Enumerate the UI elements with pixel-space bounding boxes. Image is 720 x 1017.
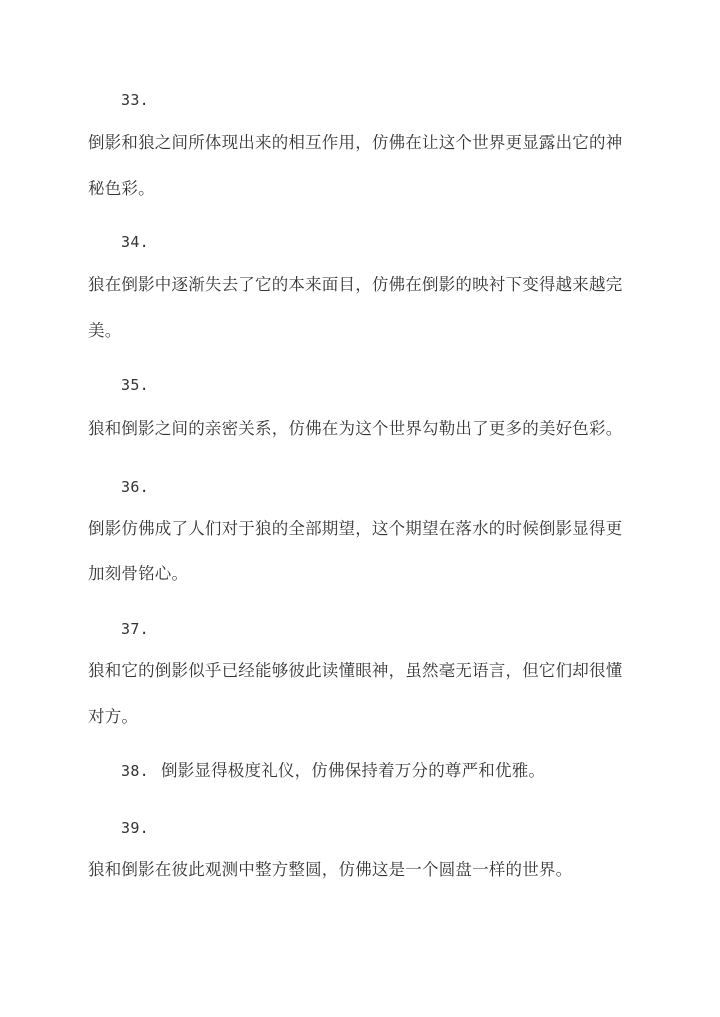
item-33-number: 33.	[121, 91, 149, 109]
item-37-number: 37.	[121, 620, 149, 638]
item-34-number: 34.	[121, 233, 149, 251]
item-37-line-2: 对方。	[88, 707, 139, 726]
item-36-line-1: 倒影仿佛成了人们对于狼的全部期望，这个期望在落水的时候倒影显得更	[88, 519, 623, 538]
item-39-line-1: 狼和倒影在彼此观测中整方整圆，仿佛这是一个圆盘一样的世界。	[88, 860, 573, 879]
item-38-number: 38.	[121, 762, 149, 780]
item-33-line-2: 秘色彩。	[88, 179, 155, 198]
item-36-number: 36.	[121, 478, 149, 496]
item-36-line-2: 加刻骨铭心。	[88, 564, 189, 583]
item-38-text: 倒影显得极度礼仪，仿佛保持着万分的尊严和优雅。	[161, 761, 546, 780]
item-35-line-1: 狼和倒影之间的亲密关系，仿佛在为这个世界勾勒出了更多的美好色彩。	[88, 419, 623, 438]
item-35-number: 35.	[121, 376, 149, 394]
item-34-line-2: 美。	[88, 321, 122, 340]
item-34-line-1: 狼在倒影中逐渐失去了它的本来面目，仿佛在倒影的映衬下变得越来越完	[88, 275, 623, 294]
item-38	[121, 760, 545, 782]
item-39-number: 39.	[121, 819, 149, 837]
item-33-line-1: 倒影和狼之间所体现出来的相互作用，仿佛在让这个世界更显露出它的神	[88, 133, 623, 152]
item-37-line-1: 狼和它的倒影似乎已经能够彼此读懂眼神，虽然毫无语言，但它们却很懂	[88, 661, 623, 680]
